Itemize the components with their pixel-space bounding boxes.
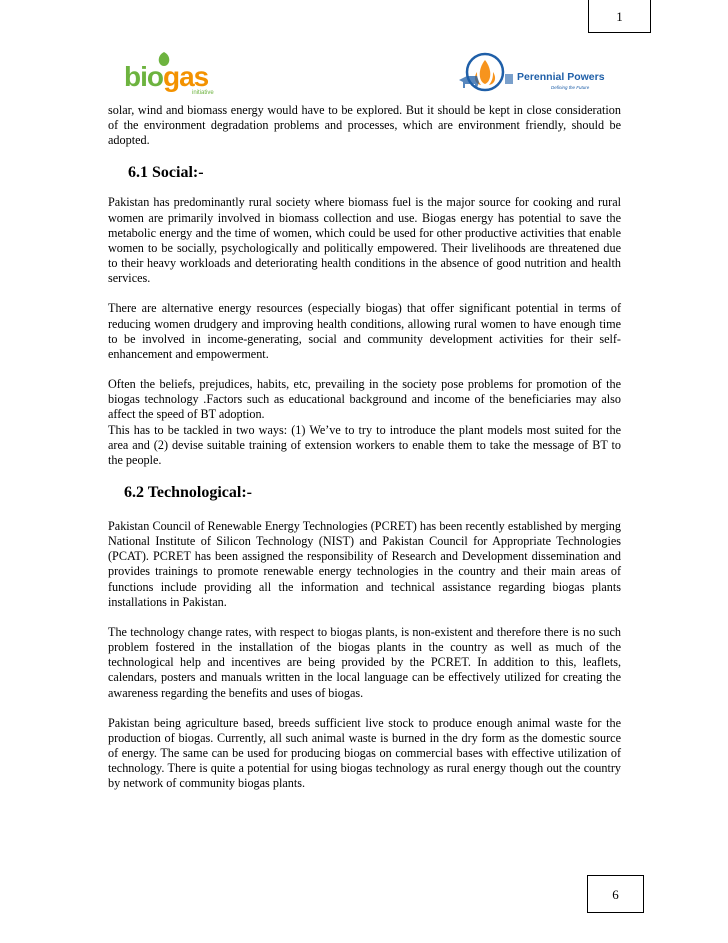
perennial-logo-text: Perennial Powers: [517, 71, 605, 83]
section-heading-technological: 6.2 Technological:-: [124, 483, 253, 501]
biogas-logo-sub: initiative: [192, 90, 214, 96]
tech-paragraph-2: The technology change rates, with respect to biogas plants, is non-existent and therefore there is no such problem fostered in the installation of the biogas plants in the country as well as much of the technological help and incentives are being provided by the PCRET. In addition to this, leaflets, calendars, posters and manuals written in the local language can be effectively utilized for creating the awareness regarding the benefits and uses of biogas.: [108, 624, 621, 700]
flame-icon: [480, 60, 491, 84]
social-paragraph-3: Often the beliefs, prejudices, habits, etc, prevailing in the society pose problems for promotion of the biogas technology .Factors such as educational background and income of the beneficiaries may also affect the speed of BT adoption.: [108, 377, 621, 422]
document-body: [108, 103, 621, 806]
header-page-number-text: 1: [616, 8, 623, 24]
perennial-logo-sub: Defining the Future: [551, 85, 590, 90]
svg-text:biogas: biogas: [124, 61, 209, 92]
footer-page-number-text: 6: [612, 886, 619, 902]
biogas-logo: [124, 50, 224, 96]
section-heading-social: 6.1 Social:-: [128, 164, 204, 182]
header-page-number: [588, 0, 651, 33]
social-paragraph-2: There are alternative energy resources (especially biogas) that offer significant potential in terms of reducing women drudgery and improving health conditions, allowing rural women to have enough time to be involved in income-generating, social and community development activities for their self-enhancement and empowerment.: [108, 301, 621, 361]
tech-paragraph-1: Pakistan Council of Renewable Energy Technologies (PCRET) has been recently established by merging National Institute of Silicon Technology (NIST) and Pakistan Council for Appropriate Technologies (PCAT). PCRET has been assigned the responsibility of Research and Development dissemination and provides trainings to promote renewable energy technologies in the country and their main areas of functions include providing all the information and technical assistance regarding biogas plants installations in Pakistan.: [108, 518, 621, 609]
intro-paragraph: solar, wind and biomass energy would have to be explored. But it should be kept in close consideration of the environment degradation problems and processes, which are environment friendly, should be adopted.: [108, 103, 621, 148]
social-paragraph-1: Pakistan has predominantly rural society where biomass fuel is the major source for cooking and rural women are primarily involved in biomass collection and use. Biogas energy has potential to save the metabolic energy and the time of women, which could be used for other productive activities that enable women to be socially, psychologically and politically empowered. Their livelihoods are threatened due to their heavy workloads and deteriorating health conditions in the absence of good nutrition and health services.: [108, 195, 621, 286]
social-paragraph-4: This has to be tackled in two ways: (1) We’ve to try to introduce the plant models most suited for the area and (2) devise suitable training of extension workers to enable them to take the message of BT to the people.: [108, 422, 621, 467]
footer-page-number: [587, 875, 644, 913]
tech-paragraph-3: Pakistan being agriculture based, breeds sufficient live stock to produce enough animal waste for the production of biogas. Currently, all such animal waste is burned in the dry form as the domestic source of energy. The same can be used for producing biogas on commercial bases with effective utilization of technology. There is quite a potential for using biogas technology as rural energy though out the country by network of community biogas plants.: [108, 715, 621, 791]
perennial-powers-logo: [455, 52, 625, 96]
cow-icon: [459, 76, 479, 88]
